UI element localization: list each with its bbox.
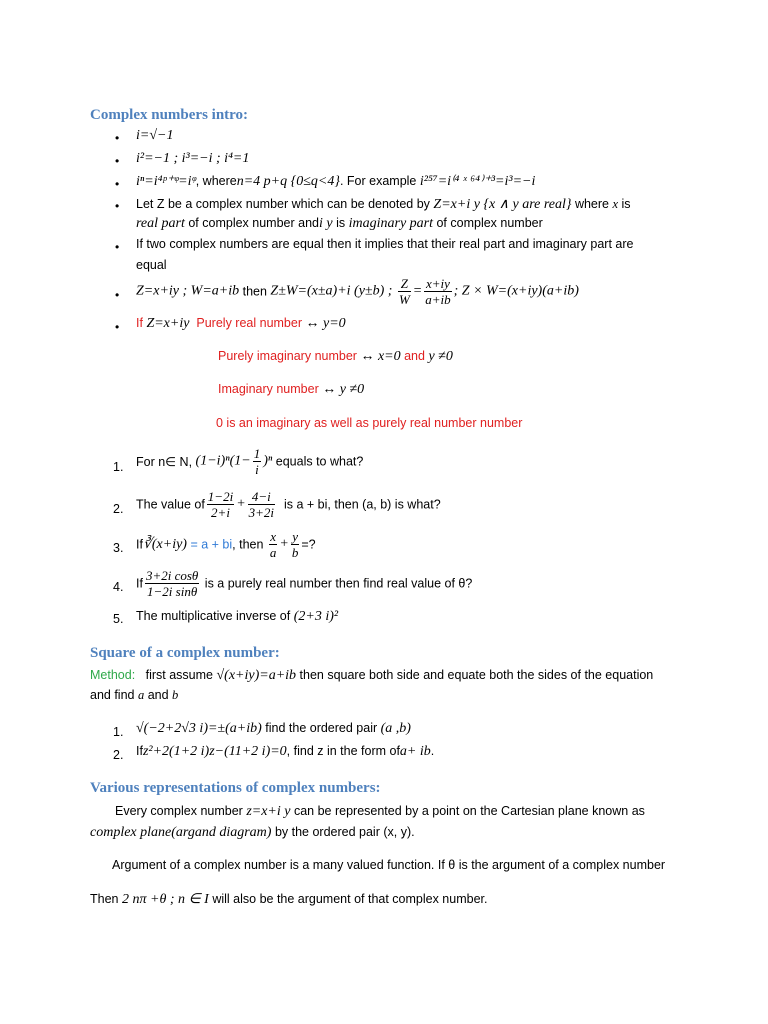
fraction: $\frac{Z}{W}$	[398, 276, 410, 307]
text: , then	[232, 537, 264, 552]
list-number: 1.	[113, 725, 124, 739]
math: √(x+iy)=a+ib	[216, 668, 297, 683]
text: and	[404, 349, 425, 363]
bullet-text: i=√−1	[136, 128, 174, 143]
text: Imaginary number	[218, 382, 319, 396]
math: ↔ y=0	[305, 316, 346, 331]
text: of complex number	[436, 216, 543, 230]
math: Z=x+iy	[146, 316, 190, 331]
math: ↔ y ≠0	[322, 382, 365, 397]
bullet-text	[136, 173, 535, 190]
text: then square both side and equate both the sides of the equation	[299, 668, 654, 682]
math: +	[236, 496, 246, 512]
math: i²⁵⁷=i⁽⁴ ˣ ⁶⁴⁾⁺³=i³=−i	[419, 174, 536, 189]
condition-line: 0 is an imaginary as well as purely real number number	[216, 416, 523, 430]
text: is a + bi, then (a, b) is what?	[283, 497, 441, 512]
bullet-text	[136, 316, 346, 332]
method-line-2	[90, 688, 178, 703]
text: , find z in the form of	[286, 744, 400, 758]
math: a+ ib	[399, 744, 431, 759]
list-number: 4.	[113, 580, 124, 594]
text: will also be the argument of that complex number.	[212, 892, 488, 906]
math: z²+2(1+2 i)z−(11+2 i)=0	[142, 744, 287, 759]
text: where	[574, 197, 609, 211]
fraction: $\frac{1}{i}$	[253, 446, 261, 477]
list-number: 2.	[113, 748, 124, 762]
text: Then	[90, 892, 119, 906]
text: = a + bi	[190, 537, 233, 552]
math: (1−i)ⁿ(1−	[195, 453, 251, 469]
text: If	[136, 744, 143, 758]
question-3	[136, 529, 316, 560]
text: and find	[90, 688, 135, 702]
text: The multiplicative inverse of	[136, 609, 291, 623]
square-q2	[136, 744, 434, 760]
fraction: $\frac{x}{a}$	[269, 529, 277, 560]
question-2	[136, 489, 441, 520]
math: (a ,b)	[380, 721, 411, 736]
bullet-text	[136, 196, 631, 213]
text: The value of	[136, 497, 205, 512]
math: √(−2+2√3 i)=±(a+ib)	[136, 721, 262, 736]
text: .	[430, 744, 435, 758]
math: i y	[319, 216, 333, 231]
paragraph-2: Argument of a complex number is a many valued function. If θ is the argument of a complex number	[112, 858, 666, 872]
math: +	[279, 536, 289, 552]
math: iⁿ=i⁴ᵖ⁺ᵠ=iᵠ	[136, 174, 196, 189]
bullet: •	[115, 154, 120, 168]
math: Z=x+iy ; W=a+ib	[136, 283, 240, 299]
list-number: 3.	[113, 541, 124, 555]
math: ; Z × W=(x+iy)(a+ib)	[453, 283, 579, 299]
question-5	[136, 609, 338, 625]
text: by the ordered pair (x, y).	[274, 825, 415, 839]
bullet: •	[115, 288, 120, 302]
method-label: Method:	[90, 668, 136, 682]
bullet-text: If two complex numbers are equal then it implies that their real part and imaginary part are	[136, 237, 634, 251]
math: Z±W=(x±a)+i (y±b) ;	[270, 283, 393, 299]
text: =?	[301, 537, 316, 552]
text: If	[136, 537, 143, 552]
method-line	[90, 668, 653, 684]
math: a	[137, 688, 145, 702]
text: . For example	[339, 174, 417, 188]
math: (2+3 i)²	[293, 609, 339, 624]
math: b	[172, 688, 179, 702]
math: )ⁿ	[263, 453, 273, 469]
text: of complex number and	[188, 216, 319, 230]
bullet-text-cont	[136, 216, 543, 232]
text: first assume	[145, 668, 213, 682]
math: z=x+i y	[246, 804, 291, 819]
list-number: 5.	[113, 612, 124, 626]
text: For n∈ N,	[136, 455, 193, 469]
text: If	[136, 316, 143, 330]
fraction: $\frac{4-i}{3+2i}$	[248, 489, 275, 520]
list-number: 1.	[113, 460, 124, 474]
section-title-intro: Complex numbers intro:	[90, 107, 249, 123]
fraction: $\frac{\text{3+2i cosθ}}{\text{1−2i sinθ}}$	[145, 568, 199, 599]
math: ↔ x=0	[360, 349, 401, 364]
text: then	[242, 284, 267, 299]
paragraph-3	[90, 891, 487, 908]
section-title-representations: Various representations of complex numbers:	[90, 780, 381, 796]
math: ∛(x+iy)	[142, 537, 187, 552]
bullet: •	[115, 177, 120, 191]
bullet: •	[115, 131, 120, 145]
math: real part	[136, 216, 185, 231]
text: is a purely real number then find real value of θ?	[204, 576, 473, 591]
condition-line	[218, 382, 364, 398]
text: can be represented by a point on the Cartesian plane known as	[293, 804, 645, 818]
math: =	[412, 283, 423, 299]
fraction: $\frac{y}{b}$	[291, 529, 299, 560]
bullet-text	[136, 276, 579, 307]
text: and	[147, 688, 169, 702]
bullet-text: i²=−1 ; i³=−i ; i⁴=1	[136, 151, 250, 166]
bullet: •	[115, 199, 120, 213]
text: equals to what?	[275, 454, 364, 469]
math: y ≠0	[428, 349, 453, 364]
question-4	[136, 568, 472, 599]
text: Every complex number	[115, 804, 243, 818]
math: x	[612, 197, 619, 211]
bullet-text-cont: equal	[136, 258, 167, 272]
math: Z=x+i y {x ∧ y are real}	[433, 197, 572, 212]
bullet: •	[115, 320, 120, 334]
text: Purely real number	[196, 316, 302, 330]
text: find the ordered pair	[265, 721, 378, 735]
text: , where	[195, 174, 237, 188]
math: imaginary part	[348, 216, 433, 231]
paragraph-1-cont	[90, 825, 415, 841]
math: n=4 p+q {0≤q<4}	[236, 174, 340, 189]
text: is	[336, 216, 346, 230]
square-q1	[136, 721, 411, 737]
section-title-square: Square of a complex number:	[90, 645, 280, 661]
condition-line	[218, 349, 453, 365]
math: 2 nπ +θ ; n ∈ I	[121, 892, 209, 907]
text: If	[136, 576, 143, 591]
text: is	[621, 197, 631, 211]
bullet: •	[115, 240, 120, 254]
list-number: 2.	[113, 502, 124, 516]
paragraph-1	[115, 804, 645, 820]
question-1	[136, 446, 363, 477]
text: Let Z be a complex number which can be denoted by	[136, 197, 430, 211]
fraction: $\frac{1-2i}{2+i}$	[207, 489, 234, 520]
text: Purely imaginary number	[218, 349, 357, 363]
fraction: $\frac{x+iy}{a+ib}$	[425, 276, 451, 307]
math: complex plane(argand diagram)	[90, 825, 272, 840]
